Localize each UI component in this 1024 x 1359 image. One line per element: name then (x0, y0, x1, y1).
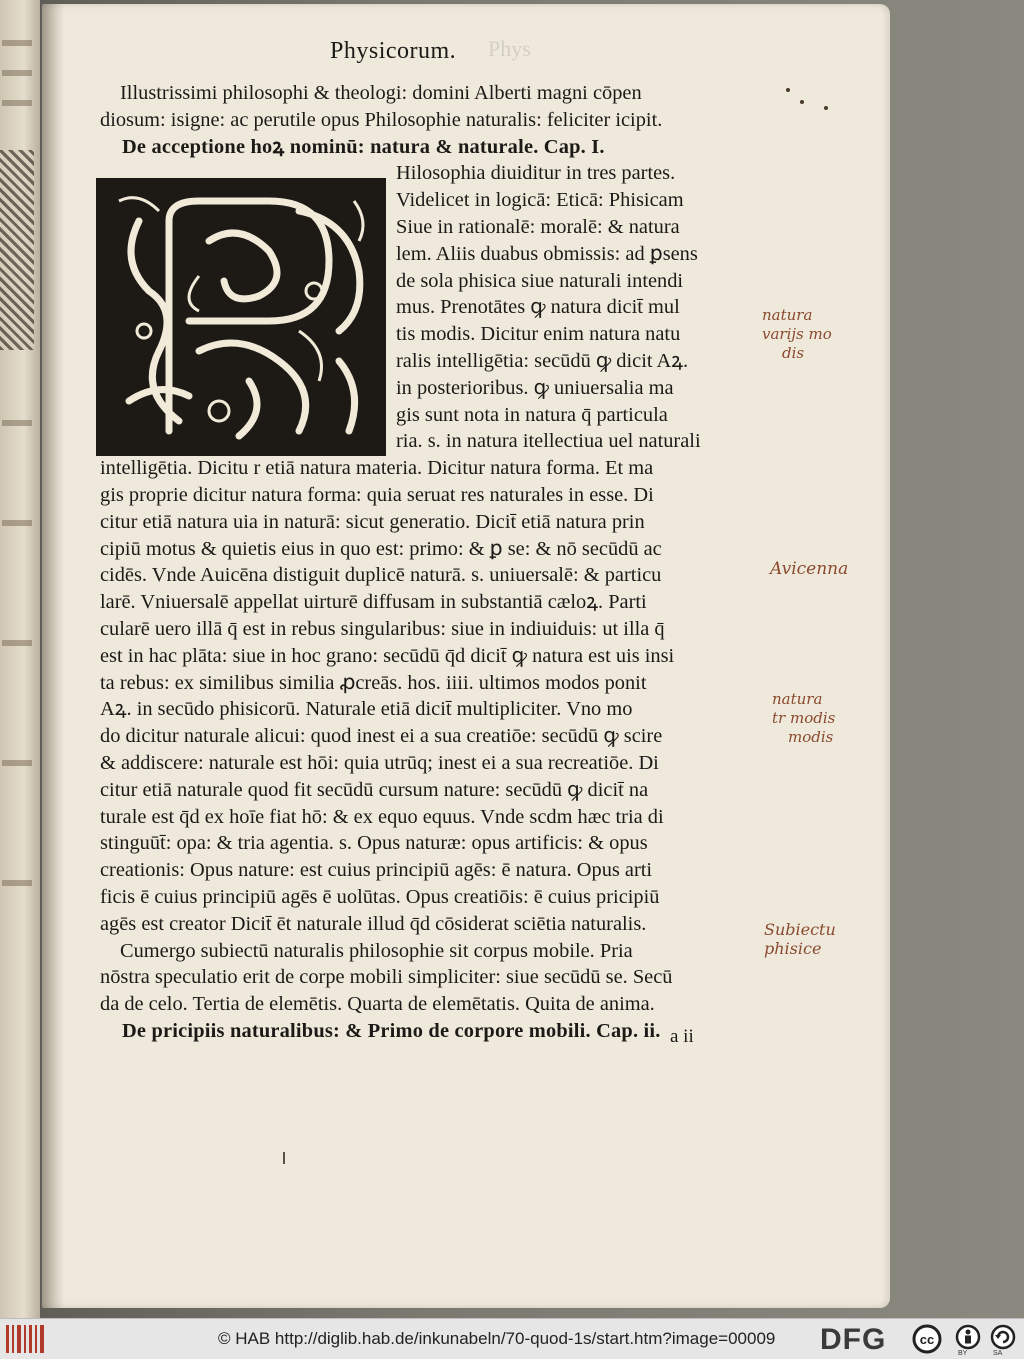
text-line: Illustrissimi philosophi & theologi: domini Alberti magni cōpen (120, 82, 642, 104)
attribution-icon[interactable] (955, 1324, 981, 1350)
text-line: citur etiā naturale quod fit secūdū cursum nature: secūdū ꝙ dicit̄ na (100, 778, 649, 801)
marginal-note-line: natura (772, 690, 823, 708)
text-line: ta rebus: ex similibus similia ꝓcreās. hos. iiii. ultimos modos ponit (100, 671, 647, 694)
sliver-ink (2, 880, 32, 886)
printer-mark (283, 1152, 285, 1164)
chapter-heading: De acceptione hoꝝ nominū: natura & naturale. Cap. I. (122, 135, 605, 158)
marginal-note-line: tr modis (772, 709, 836, 727)
svg-text:cc: cc (919, 1332, 935, 1347)
marginal-note (770, 560, 848, 579)
text-line: agēs est creator Dicit̄ ēt naturale illud q̄d cōsiderat sciētia naturalis. (100, 912, 647, 935)
text-line: Videlicet in logicā: Eticā: Phisicam (396, 189, 684, 212)
text-line: stinguūt̄: opa: & tria agentia. s. Opus naturæ: opus artificis: & opus (100, 832, 648, 855)
marginal-note-line: natura (762, 306, 813, 324)
sa-label: SA (993, 1350, 1003, 1357)
running-head: Physicorum. (330, 38, 457, 64)
text-line: do dicitur naturale alicui: quod inest ei a sua creatiōe: secūdū ꝙ scire (100, 725, 663, 748)
text-line: Hilosophia diuiditur in tres partes. (396, 162, 676, 185)
text-line: da de celo. Tertia de elemētis. Quarta de elemētatis. Quita de anima. (100, 993, 655, 1016)
sliver-ink (2, 520, 32, 526)
show-through-text: Phys (488, 36, 531, 61)
text-line: creationis: Opus nature: est cuius principiū agēs: ē natura. Opus arti (100, 859, 653, 882)
share-alike-icon[interactable] (990, 1324, 1016, 1350)
sliver-ink (2, 640, 32, 646)
marginal-note-line: dis (782, 344, 805, 362)
text-line: de sola phisica siue naturali intendi (396, 269, 684, 292)
marginal-note-line: modis (788, 728, 834, 746)
text-line: larē. Vniuersalē appellat uirturē diffusam in substantiā cæloꝝ. Parti (100, 591, 647, 614)
dfg-logo: DFG (820, 1323, 887, 1356)
text-line: ralis intelligētia: secūdū ꝙ dicit Aꝝ. (396, 349, 689, 372)
marginal-note-line: Avicenna (770, 559, 849, 579)
paragraph-start: Cumergo subiectū naturalis philosophie sit corpus mobile. Pria (120, 939, 633, 962)
text-line: Aꝝ. in secūdo phisicorū. Naturale etiā dicit̄ multipliciter. Vno mo (100, 698, 633, 721)
text-line: nōstra speculatio erit de corpe mobili simpliciter: siue secūdū se. Secū (100, 966, 673, 989)
text-line: gis sunt nota in natura q̄ particula (396, 403, 668, 426)
sliver-woodcut (0, 150, 34, 350)
footer-bar (0, 1318, 1024, 1359)
text-line: tis modis. Dicitur enim natura natu (396, 323, 681, 346)
ink-spot (800, 100, 804, 104)
text-line: cipiū motus & quietis eius in quo est: primo: & ꝑ se: & nō secūdū ac (100, 537, 662, 560)
text-line: in posterioribus. ꝙ uniuersalia ma (396, 376, 674, 399)
main-text (100, 80, 770, 1045)
text-line: ria. s. in natura itellectiua uel naturali (396, 430, 701, 453)
text-line: turale est q̄d ex hoīe fiat hō: & ex equo equus. Vnde scdm hæc tria di (100, 805, 664, 828)
by-label: BY (958, 1350, 968, 1357)
text-line: intelligētia. Dicitu r etiā natura materia. Dicitur natura forma. Et ma (100, 457, 654, 480)
marginal-note (764, 920, 836, 958)
sliver-ink (2, 760, 32, 766)
sliver-ink (2, 40, 32, 46)
text-line: mus. Prenotātes ꝙ natura dicit̄ mul (396, 296, 680, 319)
creative-commons-icon[interactable] (912, 1324, 942, 1354)
signature-mark: a ii (670, 1026, 694, 1047)
marginal-note-line: varijs mo (762, 325, 832, 343)
previous-page-edge (0, 0, 40, 1318)
ink-spot (786, 88, 790, 92)
text-line: est in hac plāta: siue in hoc grano: secūdū q̄d dicit̄ ꝙ natura est uis insi (100, 644, 675, 667)
marginal-note (772, 690, 835, 747)
text-line: lem. Aliis duabus obmissis: ad ꝑsens (396, 242, 698, 265)
barcode-icon (6, 1325, 46, 1353)
sliver-ink (2, 420, 32, 426)
marginal-note-line: Subiectu (764, 920, 836, 939)
text-line: diosum: isigne: ac perutile opus Philosophie naturalis: feliciter icipit. (100, 108, 663, 131)
text-line: ficis ē cuius principiū agēs ē uolūtas. Opus creatiōis: ē cuius pricipiū (100, 885, 660, 908)
marginal-note (762, 306, 832, 363)
sliver-ink (2, 70, 32, 76)
text-line: cularē uero illā q̄ est in rebus singularibus: siue in indiuiduis: ut illa q̄ (100, 617, 665, 640)
marginal-note-line: phisice (764, 939, 822, 958)
sliver-ink (2, 100, 32, 106)
text-line: gis proprie dicitur natura forma: quia seruat res naturales in esse. Di (100, 483, 654, 506)
text-line: & addiscere: naturale est hōi: quia utrūq; inest ei a sua recreatiōe. Di (100, 751, 659, 774)
ink-spot (824, 106, 828, 110)
text-line: cidēs. Vnde Auicēna distiguit duplicē naturā. s. uniuersalē: & particu (100, 564, 662, 587)
text-line: citur etiā natura uia in naturā: sicut generatio. Dicit̄ etiā natura prin (100, 510, 645, 533)
text-line: Siue in rationalē: moralē: & natura (396, 215, 680, 238)
page-gutter-shadow (42, 4, 64, 1308)
copyright-link[interactable]: © HAB http://diglib.hab.de/inkunabeln/70-quod-1s/start.htm?image=00009 (218, 1329, 776, 1348)
chapter-heading: De pricipiis naturalibus: & Primo de corpore mobili. Cap. ii. (122, 1019, 661, 1042)
